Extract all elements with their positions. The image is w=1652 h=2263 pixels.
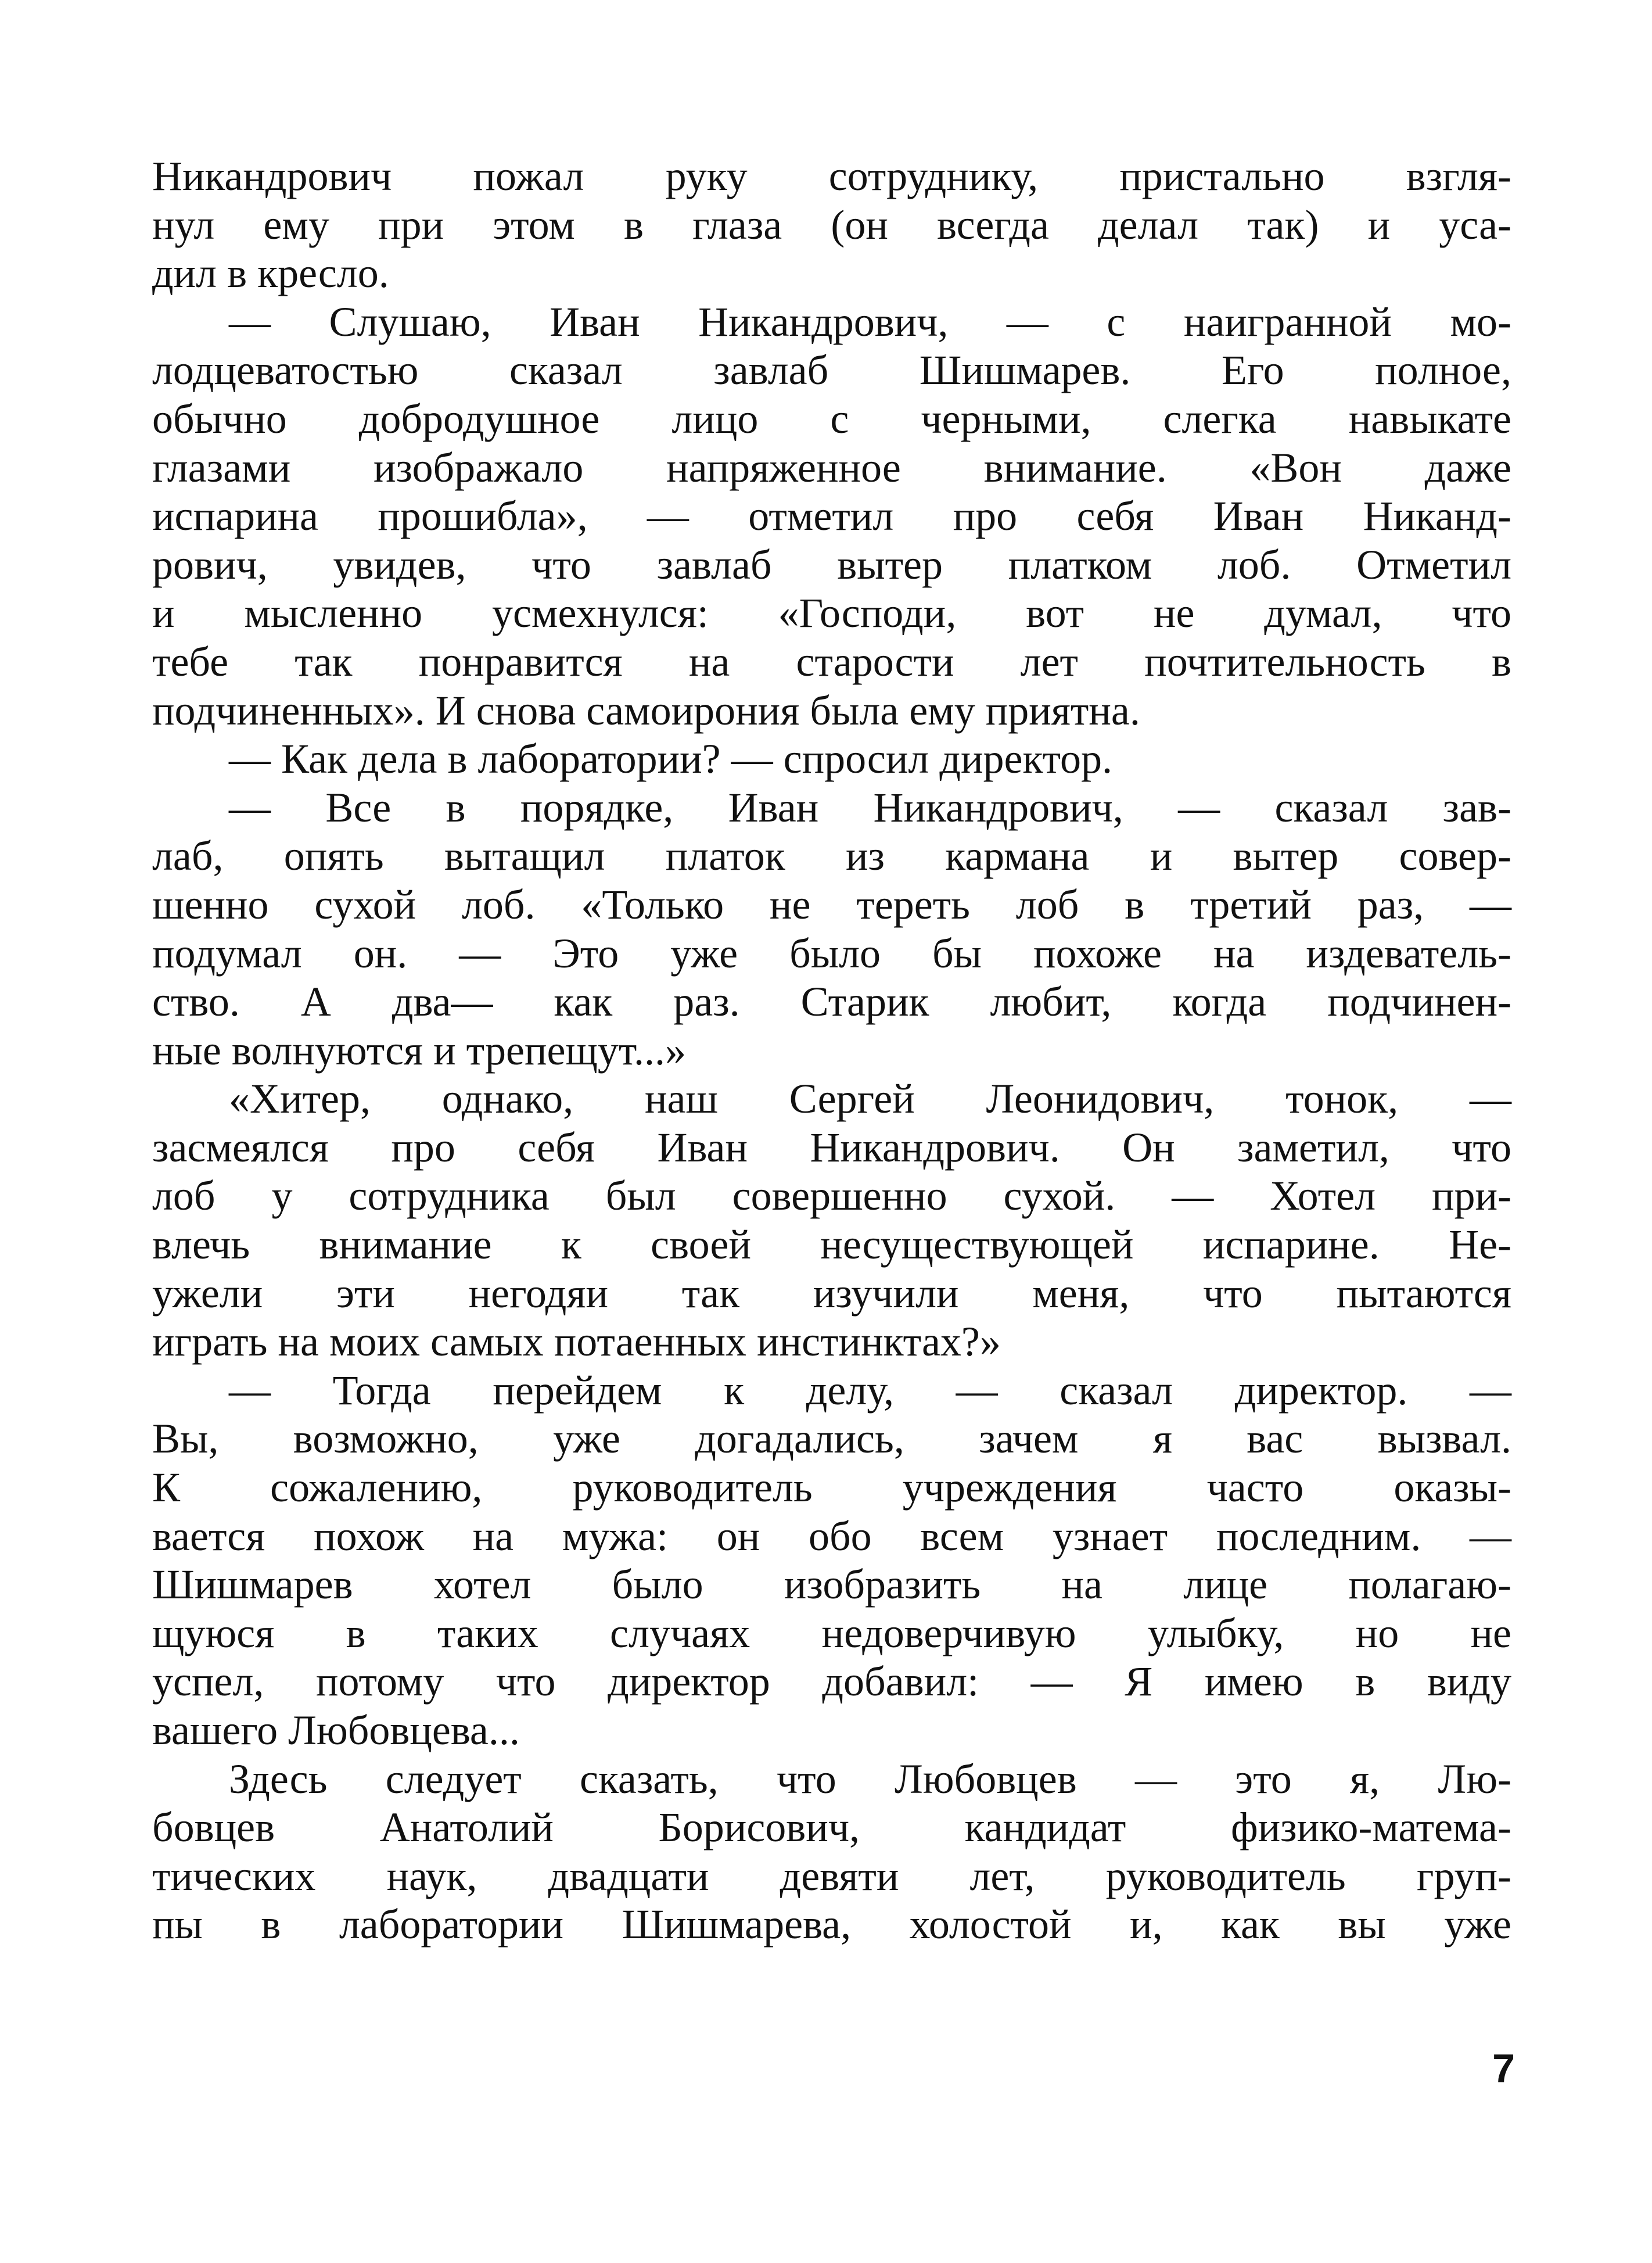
text-line: ные волнуются и трепещут...»	[152, 1027, 686, 1074]
text-line: пы в лаборатории Шишмарева, холостой и, как вы уже	[152, 1901, 1511, 1948]
text-line: и мысленно усмехнулся: «Господи, вот не думал, что	[152, 590, 1511, 637]
text-line: ство. А два— как раз. Старик любит, когда подчинен-	[152, 978, 1511, 1025]
text-line: тических наук, двадцати девяти лет, руководитель груп-	[152, 1852, 1511, 1899]
text-line: нул ему при этом в глаза (он всегда делал так) и уса-	[152, 201, 1511, 248]
text-line: Здесь следует сказать, что Любовцев — это я, Лю-	[229, 1755, 1511, 1802]
text-line: бовцев Анатолий Борисович, кандидат физико-матема-	[152, 1804, 1511, 1851]
text-line: К сожалению, руководитель учреждения часто оказы-	[152, 1464, 1511, 1511]
text-line: тебе так понравится на старости лет почтительность в	[152, 638, 1511, 685]
text-line: Шишмарев хотел было изобразить на лице полагаю-	[152, 1561, 1511, 1608]
text-line: подчиненных». И снова самоирония была ему приятна.	[152, 687, 1140, 734]
text-line: — Тогда перейдем к делу, — сказал директор. —	[229, 1367, 1511, 1414]
text-line: щуюся в таких случаях недоверчивую улыбку, но не	[152, 1609, 1511, 1656]
text-line: влечь внимание к своей несуществующей испарине. Не-	[152, 1221, 1511, 1268]
text-line: лоб у сотрудника был совершенно сухой. — Хотел при-	[152, 1172, 1511, 1220]
text-line: дил в кресло.	[152, 250, 389, 297]
text-line: засмеялся про себя Иван Никандрович. Он заметил, что	[152, 1124, 1511, 1171]
page-text	[152, 152, 1511, 1949]
text-line: Никандрович пожал руку сотруднику, пристально взгля-	[152, 153, 1511, 199]
text-line: лодцеватостью сказал завлаб Шишмарев. Его полное,	[152, 347, 1511, 394]
text-line: играть на моих самых потаенных инстинктах?»	[152, 1318, 1001, 1365]
text-line: обычно добродушное лицо с черными, слегка навыкате	[152, 395, 1511, 442]
text-line: лаб, опять вытащил платок из кармана и вытер совер-	[152, 833, 1511, 880]
text-line: испарина прошибла», — отметил про себя Иван Никанд-	[152, 493, 1511, 540]
text-line: шенно сухой лоб. «Только не тереть лоб в третий раз, —	[152, 881, 1511, 928]
text-line: вается похож на мужа: он обо всем узнает последним. —	[152, 1512, 1511, 1559]
page-number: 7	[1492, 2046, 1515, 2091]
text-line: Вы, возможно, уже догадались, зачем я вас вызвал.	[152, 1415, 1511, 1462]
text-line: ужели эти негодяи так изучили меня, что пытаются	[152, 1269, 1511, 1317]
text-line: вашего Любовцева...	[152, 1707, 520, 1753]
text-line: — Слушаю, Иван Никандрович, — с наигранной мо-	[229, 298, 1511, 345]
text-line: «Хитер, однако, наш Сергей Леонидович, тонок, —	[229, 1075, 1511, 1122]
text-line: рович, увидев, что завлаб вытер платком лоб. Отметил	[152, 541, 1511, 588]
text-line: — Как дела в лаборатории? — спросил директор.	[229, 736, 1112, 783]
text-line: — Все в порядке, Иван Никандрович, — сказал зав-	[229, 784, 1511, 831]
text-line: глазами изображало напряженное внимание. «Вон даже	[152, 444, 1511, 491]
text-line: подумал он. — Это уже было бы похоже на издеватель-	[152, 930, 1511, 977]
text-line: успел, потому что директор добавил: — Я имею в виду	[152, 1658, 1511, 1705]
